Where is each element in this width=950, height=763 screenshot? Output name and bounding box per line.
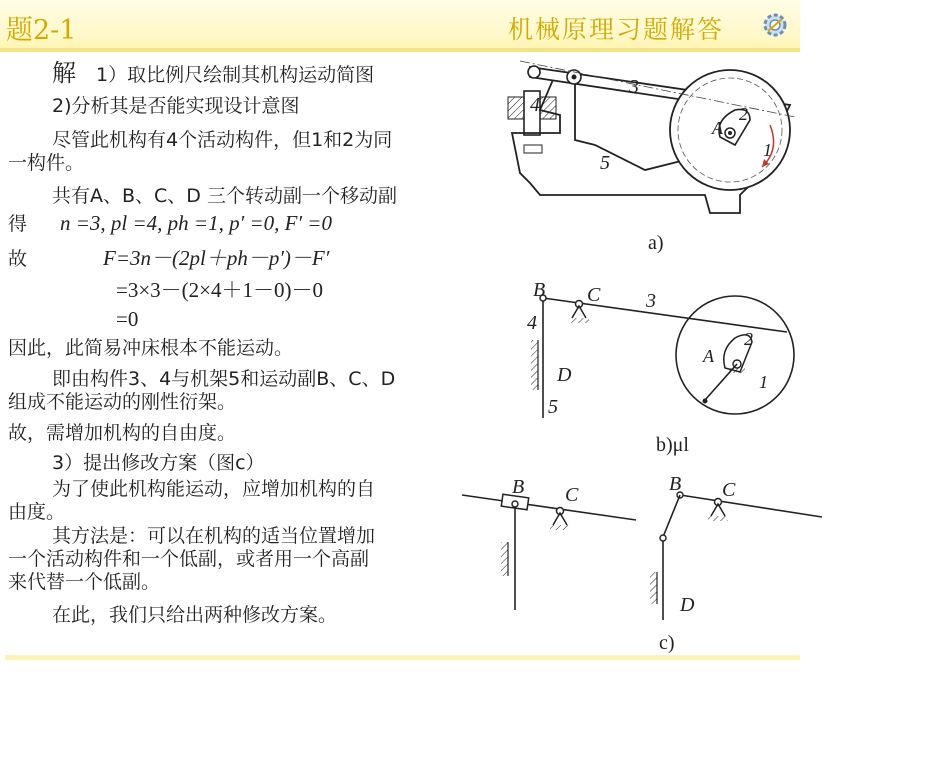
- gear-icon: [760, 10, 790, 40]
- paragraph-line: 由度。: [8, 501, 66, 523]
- caption-a: a): [648, 232, 664, 254]
- paragraph-line: 即由构件3、4与机架5和运动副B、C、D: [52, 368, 396, 390]
- label-3: 3: [646, 290, 656, 312]
- paragraph-line: 共有A、B、C、D 三个转动副一个移动副: [52, 185, 397, 207]
- header-divider: [0, 48, 800, 52]
- label-C: C: [587, 284, 601, 306]
- label-4: 4: [530, 94, 540, 116]
- paragraph-line: 因此，此简易冲床根本不能运动。: [8, 337, 294, 359]
- label-A: A: [712, 118, 723, 138]
- caption-b: b)μl: [656, 434, 689, 456]
- problem-number: 题2-1: [6, 15, 77, 46]
- step-2: 2)分析其是否能实现设计意图: [52, 95, 300, 117]
- label-2: 2: [739, 104, 748, 124]
- footer-divider: [5, 655, 800, 660]
- figure-a-press: [500, 55, 800, 225]
- label-de: 得: [8, 213, 28, 235]
- paragraph-line: 一构件。: [8, 152, 85, 174]
- paragraph-line: 为了使此机构能运动，应增加机构的自: [52, 478, 376, 500]
- label-2: 2: [744, 329, 753, 349]
- equation-line: =3×3－(2×4＋1－0)－0: [116, 278, 324, 302]
- label-B: B: [533, 279, 546, 301]
- label-D: D: [680, 594, 695, 616]
- label-B: B: [512, 476, 525, 498]
- figure-b-schematic: [515, 280, 805, 430]
- equation-line: =0: [116, 307, 139, 331]
- book-title: 机械原理习题解答: [508, 15, 725, 44]
- paragraph-line: 故，需增加机构的自由度。: [8, 422, 237, 444]
- solution-marker: 解: [52, 59, 76, 87]
- paragraph-line: 来代替一个低副。: [8, 571, 161, 593]
- label-D: D: [557, 364, 572, 386]
- label-C: C: [722, 479, 736, 501]
- parameters: n =3, pl =4, ph =1, p′ =0, F′ =0: [60, 211, 332, 235]
- label-C: C: [565, 484, 579, 506]
- label-1: 1: [759, 372, 768, 392]
- paragraph-line: 尽管此机构有4个活动构件，但1和2为同: [52, 129, 393, 151]
- paragraph-line: 组成不能运动的刚性衍架。: [8, 391, 237, 413]
- caption-c: c): [659, 632, 675, 654]
- label-3: 3: [629, 76, 639, 98]
- paragraph-line: 其方法是：可以在机构的适当位置增加: [52, 525, 376, 547]
- label-A: A: [703, 346, 714, 366]
- label-B: B: [669, 473, 682, 495]
- step-1: 1）取比例尺绘制其机构运动简图: [96, 64, 375, 86]
- step-3: 3）提出修改方案（图c）: [52, 452, 265, 474]
- label-4: 4: [527, 312, 537, 334]
- equation-line: F=3n－(2pl＋ph－p′)－F′: [103, 246, 330, 270]
- label-5: 5: [548, 396, 558, 418]
- paragraph-line: 在此，我们只给出两种修改方案。: [52, 604, 338, 626]
- label-1: 1: [763, 140, 772, 160]
- paragraph-line: 一个活动构件和一个低副，或者用一个高副: [8, 548, 370, 570]
- label-5: 5: [600, 152, 610, 174]
- label-gu: 故: [8, 248, 28, 270]
